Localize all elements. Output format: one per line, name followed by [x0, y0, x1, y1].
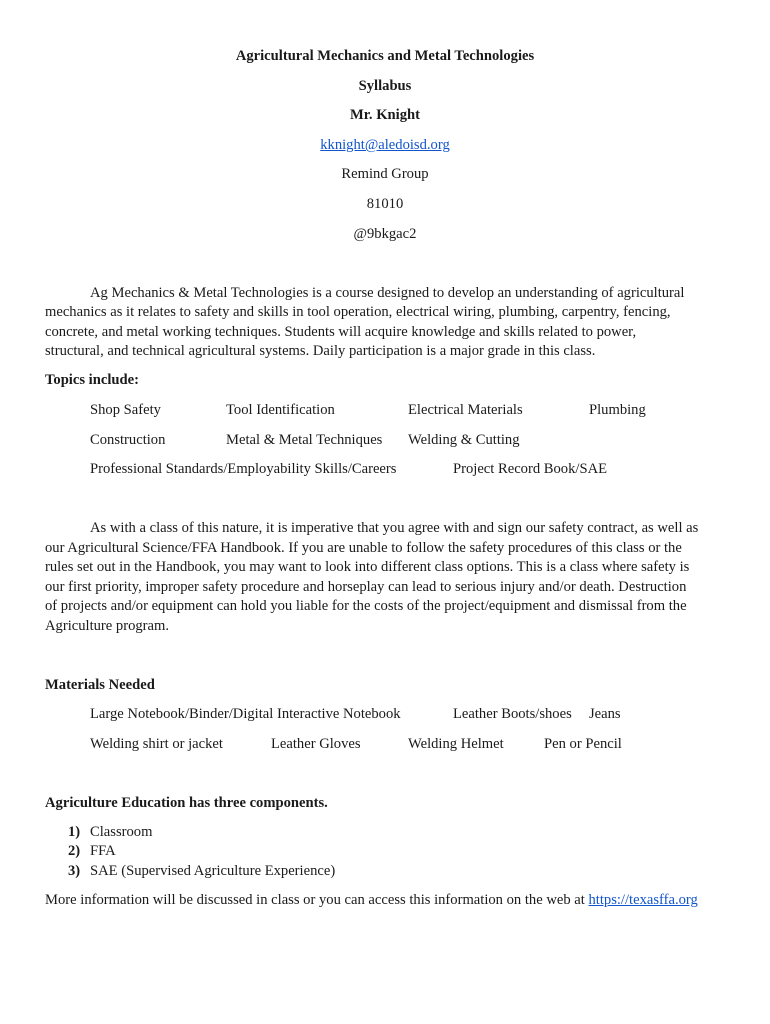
topic-item: Plumbing — [589, 402, 646, 418]
topic-item: Project Record Book/SAE — [453, 461, 608, 477]
safety-line: rules set out in the Handbook, you may want to look into different class options. This is a class where safety is — [45, 559, 690, 575]
list-number: 2) — [68, 843, 81, 859]
list-item: SAE (Supervised Agriculture Experience) — [90, 863, 336, 879]
material-item: Leather Boots/shoes — [453, 706, 572, 722]
intro-line: Ag Mechanics & Metal Technologies is a course designed to develop an understanding of agricultural — [90, 285, 685, 301]
topic-item: Professional Standards/Employability Skills/Careers — [90, 461, 397, 477]
remind-number: 81010 — [366, 196, 404, 212]
safety-line: As with a class of this nature, it is imperative that you agree with and sign our safety contract, as well as — [90, 520, 699, 536]
remind-group-label: Remind Group — [341, 166, 429, 182]
safety-line: our first priority, improper safety procedure and horseplay can lead to serious injury and/or death. Destruction — [45, 579, 687, 595]
materials-heading: Materials Needed — [45, 677, 155, 693]
topic-item: Welding & Cutting — [408, 432, 520, 448]
safety-line: our Agricultural Science/FFA Handbook. If you are unable to follow the safety procedures of this class or the — [45, 540, 682, 556]
texasffa-link[interactable]: https://texasffa.org — [588, 892, 698, 908]
list-item: FFA — [90, 843, 116, 859]
safety-line: Agriculture program. — [45, 618, 170, 634]
material-item: Welding shirt or jacket — [90, 736, 223, 752]
topic-item: Metal & Metal Techniques — [226, 432, 383, 448]
material-item: Welding Helmet — [408, 736, 504, 752]
footer-line — [45, 891, 698, 911]
remind-code: @9bkgac2 — [353, 226, 417, 242]
intro-line: concrete, and metal working techniques. Students will acquire knowledge and skills related to power, — [45, 324, 637, 340]
document-title: Agricultural Mechanics and Metal Technologies — [235, 48, 535, 64]
components-heading: Agriculture Education has three components. — [45, 795, 328, 811]
list-item: Classroom — [90, 824, 153, 840]
teacher-name: Mr. Knight — [349, 107, 420, 123]
material-item: Large Notebook/Binder/Digital Interactive Notebook — [90, 706, 401, 722]
intro-line: mechanics as it relates to safety and skills in tool operation, electrical wiring, plumbing, carpentry, fencing, — [45, 304, 671, 320]
document-subtitle: Syllabus — [358, 78, 412, 94]
topic-item: Electrical Materials — [408, 402, 523, 418]
intro-line: structural, and technical agricultural systems. Daily participation is a major grade in this class. — [45, 343, 596, 359]
material-item: Jeans — [589, 706, 621, 722]
list-number: 3) — [68, 863, 81, 879]
teacher-email-link[interactable]: kknight@aledoisd.org — [320, 137, 450, 153]
material-item: Pen or Pencil — [544, 736, 622, 752]
topic-item: Shop Safety — [90, 402, 161, 418]
footer-text: More information will be discussed in class or you can access this information on the web at — [45, 892, 589, 908]
topic-item: Construction — [90, 432, 166, 448]
material-item: Leather Gloves — [271, 736, 361, 752]
list-number: 1) — [68, 824, 81, 840]
safety-line: of projects and/or equipment can hold you liable for the costs of the project/equipment and dismissal from the — [45, 598, 687, 614]
topics-heading: Topics include: — [45, 372, 139, 388]
topic-item: Tool Identification — [226, 402, 335, 418]
